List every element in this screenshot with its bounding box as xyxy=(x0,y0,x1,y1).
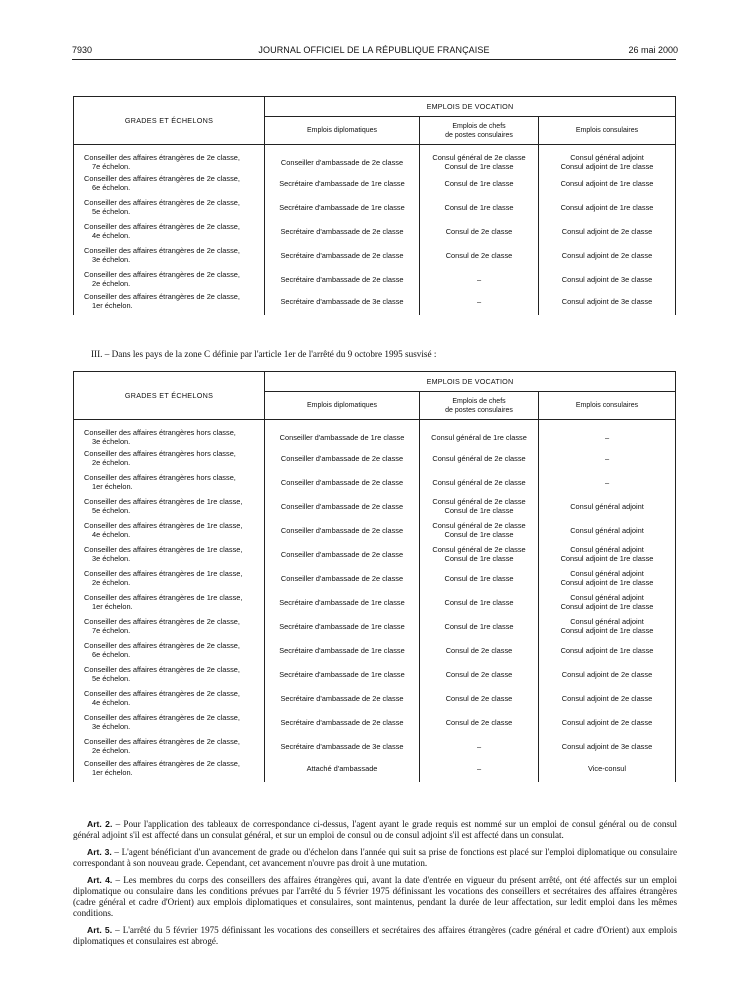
head-of-post-cell: Consul général de 2e classe Consul de 1re classe xyxy=(420,542,539,566)
header-emplois-vocation: EMPLOIS DE VOCATION xyxy=(265,372,676,392)
header-emplois-diplomatiques: Emplois diplomatiques xyxy=(265,392,420,420)
head-of-post-cell: – xyxy=(420,734,539,758)
articles xyxy=(73,819,677,953)
consular-post-cell: – xyxy=(539,470,676,494)
head-of-post-cell: Consul général de 2e classe Consul de 1re classe xyxy=(420,518,539,542)
diplomatic-post-cell: Conseiller d'ambassade de 2e classe xyxy=(265,518,420,542)
grade-cell: Conseiller des affaires étrangères de 2e classe, 3e échelon. xyxy=(74,243,265,267)
table-row xyxy=(74,734,676,758)
table-row xyxy=(74,291,676,315)
header-emplois-consulaires: Emplois consulaires xyxy=(539,117,676,145)
page-header xyxy=(0,45,748,59)
head-of-post-cell: Consul de 1re classe xyxy=(420,171,539,195)
table-row xyxy=(74,420,676,447)
table-row xyxy=(74,171,676,195)
grade-cell: Conseiller des affaires étrangères de 1re classe, 1er échelon. xyxy=(74,590,265,614)
diplomatic-post-cell: Conseiller d'ambassade de 2e classe xyxy=(265,494,420,518)
correspondence-table-1 xyxy=(73,96,676,315)
diplomatic-post-cell: Secrétaire d'ambassade de 2e classe xyxy=(265,267,420,291)
diplomatic-post-cell: Secrétaire d'ambassade de 1re classe xyxy=(265,590,420,614)
table-row xyxy=(74,145,676,172)
table-row xyxy=(74,518,676,542)
diplomatic-post-cell: Secrétaire d'ambassade de 1re classe xyxy=(265,662,420,686)
diplomatic-post-cell: Secrétaire d'ambassade de 2e classe xyxy=(265,686,420,710)
header-grades: GRADES ET ÉCHELONS xyxy=(74,97,265,145)
table-row xyxy=(74,267,676,291)
diplomatic-post-cell: Secrétaire d'ambassade de 2e classe xyxy=(265,243,420,267)
grade-cell: Conseiller des affaires étrangères de 2e classe, 5e échelon. xyxy=(74,195,265,219)
diplomatic-post-cell: Secrétaire d'ambassade de 2e classe xyxy=(265,710,420,734)
table-row xyxy=(74,446,676,470)
consular-post-cell: Consul adjoint de 1re classe xyxy=(539,195,676,219)
table-row xyxy=(74,494,676,518)
grade-cell: Conseiller des affaires étrangères de 2e classe, 3e échelon. xyxy=(74,710,265,734)
head-of-post-cell: Consul général de 2e classe xyxy=(420,470,539,494)
diplomatic-post-cell: Secrétaire d'ambassade de 1re classe xyxy=(265,195,420,219)
consular-post-cell: Consul général adjoint xyxy=(539,494,676,518)
consular-post-cell: Vice-consul xyxy=(539,758,676,782)
head-of-post-cell: Consul de 1re classe xyxy=(420,590,539,614)
diplomatic-post-cell: Conseiller d'ambassade de 2e classe xyxy=(265,446,420,470)
head-of-post-cell: Consul de 2e classe xyxy=(420,662,539,686)
consular-post-cell: Consul général adjoint Consul adjoint de 1re classe xyxy=(539,566,676,590)
grade-cell: Conseiller des affaires étrangères de 2e classe, 7e échelon. xyxy=(74,145,265,172)
table-row xyxy=(74,662,676,686)
grade-cell: Conseiller des affaires étrangères hors classe, 3e échelon. xyxy=(74,420,265,447)
consular-post-cell: Consul général adjoint Consul adjoint de 1re classe xyxy=(539,542,676,566)
head-of-post-cell: Consul de 2e classe xyxy=(420,243,539,267)
consular-post-cell: Consul adjoint de 1re classe xyxy=(539,171,676,195)
grade-cell: Conseiller des affaires étrangères de 2e classe, 5e échelon. xyxy=(74,662,265,686)
correspondence-table-2 xyxy=(73,371,676,782)
diplomatic-post-cell: Conseiller d'ambassade de 2e classe xyxy=(265,145,420,172)
consular-post-cell: Consul général adjoint Consul adjoint de 1re classe xyxy=(539,590,676,614)
consular-post-cell: Consul général adjoint Consul adjoint de 1re classe xyxy=(539,145,676,172)
head-of-post-cell: – xyxy=(420,291,539,315)
diplomatic-post-cell: Conseiller d'ambassade de 2e classe xyxy=(265,470,420,494)
grade-cell: Conseiller des affaires étrangères de 2e classe, 4e échelon. xyxy=(74,686,265,710)
grade-cell: Conseiller des affaires étrangères de 1re classe, 3e échelon. xyxy=(74,542,265,566)
article-3: Art. 3. – L'agent bénéficiant d'un avancement de grade ou d'échelon dans l'année qui suit sa prise de fonctions est placé sur l'emploi diplomatique ou consulaire correspondant à son nouveau grade. Cependant, cet avancement n'ouvre pas droit à une mutation. xyxy=(73,847,677,868)
journal-title: JOURNAL OFFICIEL DE LA RÉPUBLIQUE FRANÇAISE xyxy=(258,45,490,55)
grade-cell: Conseiller des affaires étrangères de 1re classe, 4e échelon. xyxy=(74,518,265,542)
grade-cell: Conseiller des affaires étrangères de 2e classe, 1er échelon. xyxy=(74,291,265,315)
consular-post-cell: Consul adjoint de 2e classe xyxy=(539,686,676,710)
head-of-post-cell: Consul de 1re classe xyxy=(420,566,539,590)
consular-post-cell: Consul adjoint de 2e classe xyxy=(539,662,676,686)
header-emplois-diplomatiques: Emplois diplomatiques xyxy=(265,117,420,145)
grade-cell: Conseiller des affaires étrangères de 2e classe, 2e échelon. xyxy=(74,734,265,758)
table-row xyxy=(74,758,676,782)
head-of-post-cell: Consul de 2e classe xyxy=(420,638,539,662)
section-intro: III. – Dans les pays de la zone C définie par l'article 1er de l'arrêté du 9 octobre 1995 susvisé : xyxy=(91,349,437,359)
diplomatic-post-cell: Secrétaire d'ambassade de 1re classe xyxy=(265,614,420,638)
header-emplois-chefs: Emplois de chefs de postes consulaires xyxy=(420,392,539,420)
consular-post-cell: Consul adjoint de 1re classe xyxy=(539,638,676,662)
table-row xyxy=(74,243,676,267)
head-of-post-cell: Consul général de 2e classe Consul de 1re classe xyxy=(420,494,539,518)
head-of-post-cell: Consul général de 2e classe xyxy=(420,446,539,470)
article-4: Art. 4. – Les membres du corps des conseillers des affaires étrangères qui, avant la date d'entrée en vigueur du présent arrêté, ont été affectés sur un emploi diplomatique ou consulaire dans les conditions prévues par l'arrêté du 5 février 1975 définissant les vocations des conseillers et secrétaires des affaires étrangères (cadre général et cadre d'Orient) aux emplois diplomatiques et consulaires, sont maintenus, pendant la durée de leur affectation, sur ledit emploi dans les mêmes conditions. xyxy=(73,875,677,918)
head-of-post-cell: Consul de 2e classe xyxy=(420,219,539,243)
grade-cell: Conseiller des affaires étrangères hors classe, 2e échelon. xyxy=(74,446,265,470)
table-row xyxy=(74,219,676,243)
grade-cell: Conseiller des affaires étrangères de 2e classe, 2e échelon. xyxy=(74,267,265,291)
table-row xyxy=(74,710,676,734)
head-of-post-cell: – xyxy=(420,758,539,782)
table-row xyxy=(74,542,676,566)
consular-post-cell: Consul adjoint de 2e classe xyxy=(539,243,676,267)
article-5: Art. 5. – L'arrêté du 5 février 1975 définissant les vocations des conseillers et secrétaires des affaires étrangères (cadre général et cadre d'Orient) aux emplois diplomatiques et consulaires est abrogé. xyxy=(73,925,677,946)
consular-post-cell: Consul adjoint de 2e classe xyxy=(539,219,676,243)
head-of-post-cell: Consul de 2e classe xyxy=(420,686,539,710)
consular-post-cell: Consul adjoint de 2e classe xyxy=(539,710,676,734)
consular-post-cell: – xyxy=(539,420,676,447)
grade-cell: Conseiller des affaires étrangères de 1re classe, 2e échelon. xyxy=(74,566,265,590)
grade-cell: Conseiller des affaires étrangères de 2e classe, 6e échelon. xyxy=(74,171,265,195)
head-of-post-cell: Consul général de 1re classe xyxy=(420,420,539,447)
consular-post-cell: Consul général adjoint Consul adjoint de 1re classe xyxy=(539,614,676,638)
grade-cell: Conseiller des affaires étrangères hors classe, 1er échelon. xyxy=(74,470,265,494)
diplomatic-post-cell: Attaché d'ambassade xyxy=(265,758,420,782)
consular-post-cell: Consul général adjoint xyxy=(539,518,676,542)
consular-post-cell: Consul adjoint de 3e classe xyxy=(539,734,676,758)
grade-cell: Conseiller des affaires étrangères de 2e classe, 6e échelon. xyxy=(74,638,265,662)
head-of-post-cell: Consul général de 2e classe Consul de 1re classe xyxy=(420,145,539,172)
head-of-post-cell: Consul de 1re classe xyxy=(420,195,539,219)
diplomatic-post-cell: Conseiller d'ambassade de 2e classe xyxy=(265,566,420,590)
diplomatic-post-cell: Secrétaire d'ambassade de 3e classe xyxy=(265,734,420,758)
header-rule xyxy=(72,59,676,60)
diplomatic-post-cell: Secrétaire d'ambassade de 3e classe xyxy=(265,291,420,315)
issue-date: 26 mai 2000 xyxy=(628,45,678,55)
grade-cell: Conseiller des affaires étrangères de 1re classe, 5e échelon. xyxy=(74,494,265,518)
head-of-post-cell: – xyxy=(420,267,539,291)
table-row xyxy=(74,566,676,590)
table-row xyxy=(74,470,676,494)
page-number: 7930 xyxy=(72,45,93,55)
table-row xyxy=(74,638,676,662)
head-of-post-cell: Consul de 1re classe xyxy=(420,614,539,638)
grade-cell: Conseiller des affaires étrangères de 2e classe, 4e échelon. xyxy=(74,219,265,243)
grade-cell: Conseiller des affaires étrangères de 2e classe, 1er échelon. xyxy=(74,758,265,782)
diplomatic-post-cell: Secrétaire d'ambassade de 1re classe xyxy=(265,171,420,195)
diplomatic-post-cell: Secrétaire d'ambassade de 2e classe xyxy=(265,219,420,243)
header-emplois-vocation: EMPLOIS DE VOCATION xyxy=(265,97,676,117)
consular-post-cell: Consul adjoint de 3e classe xyxy=(539,291,676,315)
article-2: Art. 2. – Pour l'application des tableaux de correspondance ci-dessus, l'agent ayant le grade requis est nommé sur un emploi de consul général ou de consul général adjoint s'il est affecté dans un consulat général, et sur un emploi de consul ou de consul adjoint s'il est affecté dans un consulat. xyxy=(73,819,677,840)
grade-cell: Conseiller des affaires étrangères de 2e classe, 7e échelon. xyxy=(74,614,265,638)
diplomatic-post-cell: Secrétaire d'ambassade de 1re classe xyxy=(265,638,420,662)
diplomatic-post-cell: Conseiller d'ambassade de 2e classe xyxy=(265,542,420,566)
table-row xyxy=(74,686,676,710)
table-row xyxy=(74,590,676,614)
header-emplois-chefs: Emplois de chefs de postes consulaires xyxy=(420,117,539,145)
diplomatic-post-cell: Conseiller d'ambassade de 1re classe xyxy=(265,420,420,447)
consular-post-cell: – xyxy=(539,446,676,470)
table-row xyxy=(74,195,676,219)
head-of-post-cell: Consul de 2e classe xyxy=(420,710,539,734)
header-grades: GRADES ET ÉCHELONS xyxy=(74,372,265,420)
header-emplois-consulaires: Emplois consulaires xyxy=(539,392,676,420)
consular-post-cell: Consul adjoint de 3e classe xyxy=(539,267,676,291)
table-row xyxy=(74,614,676,638)
